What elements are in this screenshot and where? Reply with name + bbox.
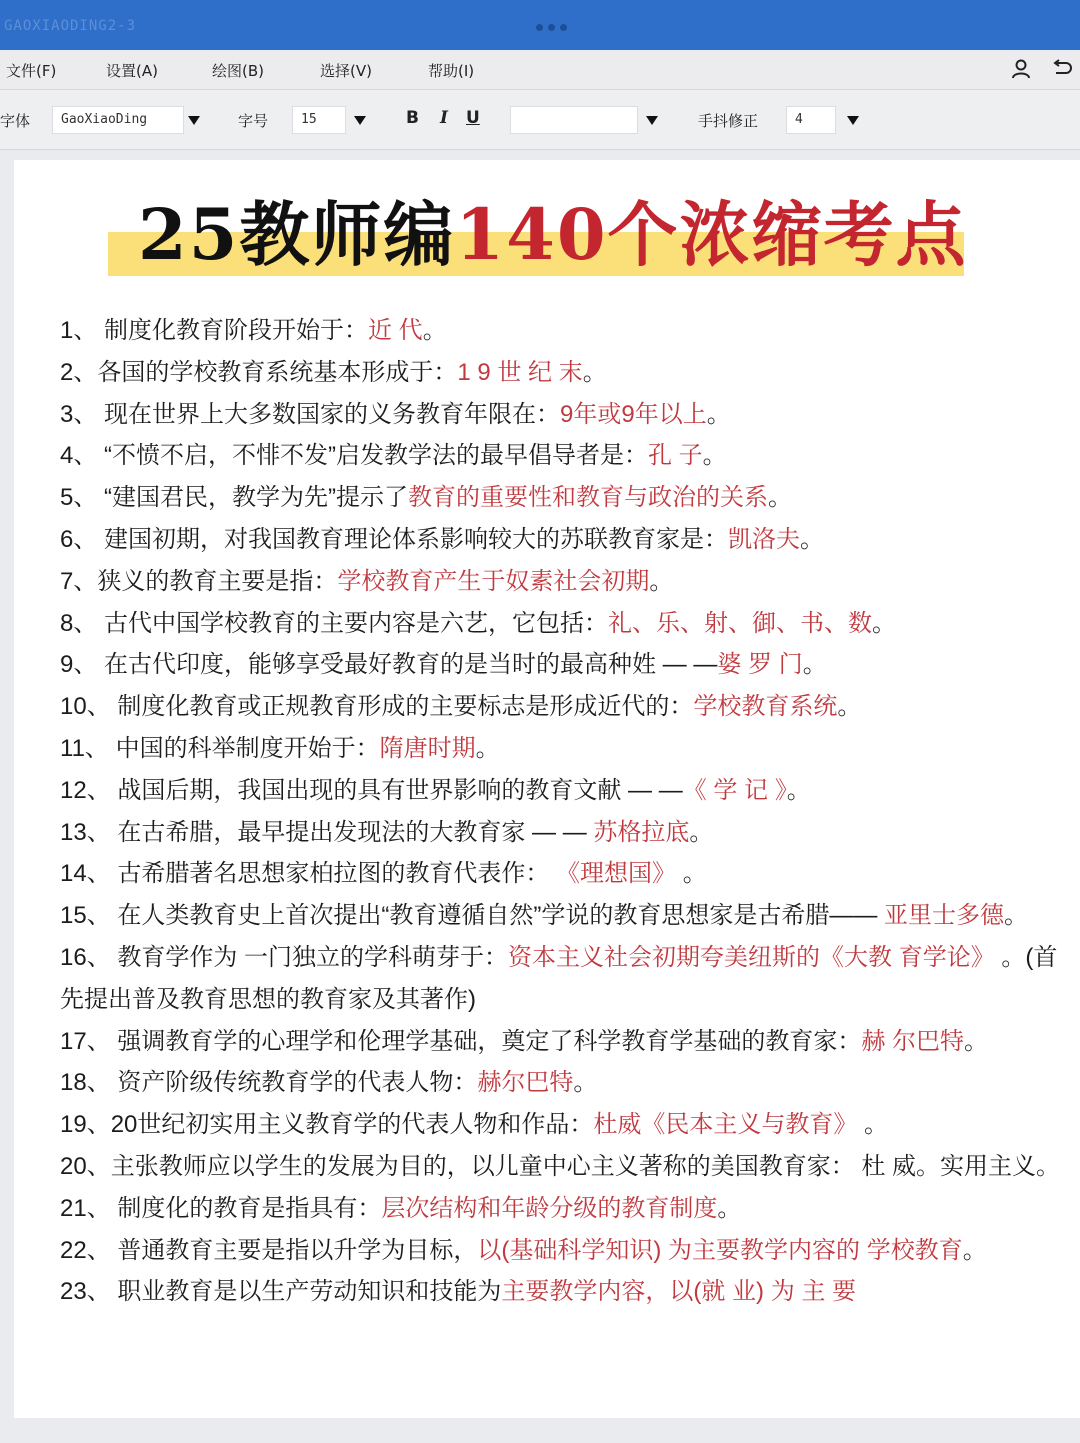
question-text: 10、 制度化教育或正规教育形成的主要标志是形成近代的： xyxy=(60,693,694,721)
menu-file[interactable]: 文件(F) xyxy=(6,62,57,80)
list-item xyxy=(60,603,1068,645)
undo-icon[interactable] xyxy=(1050,58,1074,80)
question-text: 20、主张教师应以学生的发展为目的，以儿童中心主义著称的美国教育家： 杜 威。实用主义。 xyxy=(60,1152,1061,1180)
answer-text: 教育的重要性和教育与政治的关系 xyxy=(408,484,768,512)
question-text: 21、 制度化的教育是指具有： xyxy=(60,1194,382,1222)
answer-text: 隋唐时期 xyxy=(379,734,476,762)
dot-icon xyxy=(536,24,543,31)
list-item xyxy=(60,1230,1068,1272)
answer-text: 婆 罗 门 xyxy=(717,651,803,679)
tail-text: 。 xyxy=(964,1027,989,1055)
chevron-down-icon[interactable] xyxy=(354,116,366,125)
correction-label: 手抖修正 xyxy=(698,112,759,130)
question-text: 16、 教育学作为 一门独立的学科萌芽于： xyxy=(60,943,509,971)
answer-text: 近 代 xyxy=(368,317,423,344)
question-text: 17、 强调教育学的心理学和伦理学基础，奠定了科学教育学基础的教育家： xyxy=(60,1027,862,1055)
list-item xyxy=(60,1146,1068,1188)
color-select[interactable] xyxy=(510,106,638,134)
headline-black: 25教师编 xyxy=(138,193,456,276)
window-title-bar xyxy=(0,0,1080,50)
menu-select[interactable]: 选择(V) xyxy=(320,62,372,80)
answer-text: 以(基础科学知识) 为主要教学内容的 学校教育 xyxy=(477,1236,963,1264)
headline-red: 140个浓缩考点 xyxy=(455,193,968,276)
tail-text: 。 xyxy=(1004,902,1029,930)
tail-text: 。 xyxy=(582,358,607,386)
document-page[interactable] xyxy=(14,160,1080,1418)
tail-text: 。 xyxy=(837,693,862,721)
size-label: 字号 xyxy=(238,112,269,130)
menu-bar xyxy=(0,50,1080,90)
answer-text: 亚里士多德 xyxy=(884,902,1005,930)
question-text: 4、 “不愤不启，不悱不发”启发教学法的最早倡导者是： xyxy=(60,442,648,470)
list-item xyxy=(60,394,1068,436)
tail-text: 。 xyxy=(717,1194,742,1222)
list-item xyxy=(60,686,1068,728)
list-item xyxy=(60,728,1068,770)
answer-text: 层次结构和年龄分级的教育制度 xyxy=(381,1194,718,1222)
tail-text: 。 xyxy=(786,776,811,804)
question-text: 13、 在古希腊，最早提出发现法的大教育家 — — xyxy=(60,818,594,846)
answer-text: 孔 子 xyxy=(648,442,703,470)
list-item xyxy=(60,1188,1068,1230)
dot-icon xyxy=(560,24,567,31)
answer-text: 1 9 世 纪 末 xyxy=(457,358,583,386)
tail-text: 。 xyxy=(768,484,792,512)
question-text: 19、20世纪初实用主义教育学的代表人物和作品： xyxy=(60,1111,594,1139)
tail-text: 。 xyxy=(706,400,731,428)
tail-text: 。 xyxy=(702,442,727,470)
list-item xyxy=(60,770,1068,812)
question-text: 14、 古希腊著名思想家柏拉图的教育代表作： xyxy=(60,860,557,888)
chevron-down-icon[interactable] xyxy=(188,116,200,125)
question-text: 18、 资产阶级传统教育学的代表人物： xyxy=(60,1069,478,1097)
tail-text: 。 xyxy=(802,651,827,679)
question-text: 12、 战国后期，我国出现的具有世界影响的教育文献 — — xyxy=(60,776,683,804)
headline xyxy=(108,190,968,280)
exam-point-list xyxy=(60,310,1068,1313)
answer-text: 苏格拉底 xyxy=(593,818,690,846)
question-text: 8、 古代中国学校教育的主要内容是六艺，它包括： xyxy=(60,609,609,637)
bold-button[interactable]: B xyxy=(406,108,419,128)
tail-text: 。 xyxy=(649,567,674,595)
window-drag-handle[interactable] xyxy=(536,24,567,31)
list-item xyxy=(60,812,1068,854)
answer-text: 礼、乐、射、御、书、数 xyxy=(608,609,873,637)
dot-icon xyxy=(548,24,555,31)
question-text: 23、 职业教育是以生产劳动知识和技能为 xyxy=(60,1278,502,1306)
window-title: GAOXIAODING2-3 xyxy=(4,18,137,34)
question-text: 6、 建国初期，对我国教育理论体系影响较大的苏联教育家是： xyxy=(60,525,729,553)
list-item xyxy=(60,853,1068,895)
question-text: 1、 制度化教育阶段开始于： xyxy=(60,317,369,344)
italic-button[interactable]: I xyxy=(440,108,448,128)
list-item xyxy=(60,644,1068,686)
tail-text: 。 xyxy=(475,734,500,762)
question-text: 15、 在人类教育史上首次提出“教育遵循自然”学说的教育思想家是古希腊—— xyxy=(60,902,885,930)
answer-text: 学校教育系统 xyxy=(693,693,838,721)
list-item xyxy=(60,435,1068,477)
chevron-down-icon[interactable] xyxy=(646,116,658,125)
list-item xyxy=(60,1104,1068,1146)
list-item xyxy=(60,477,1068,519)
tail-text: 。 xyxy=(800,525,825,553)
answer-text: 赫 尔巴特 xyxy=(861,1027,965,1055)
list-item xyxy=(60,352,1068,394)
answer-text: 《理想国》 xyxy=(556,860,677,888)
size-select[interactable]: 15 xyxy=(292,106,346,134)
format-toolbar xyxy=(0,90,1080,150)
question-text: 22、 普通教育主要是指以升学为目标， xyxy=(60,1236,478,1264)
tail-text: 。 xyxy=(962,1236,987,1264)
list-item xyxy=(60,519,1068,561)
answer-text: 主要教学内容，以(就 业) 为 主 要 xyxy=(501,1278,857,1306)
question-text: 7、狭义的教育主要是指： xyxy=(60,567,338,595)
tail-text: 。 xyxy=(573,1069,598,1097)
tail-text: 。(首先提出普及教育思想的教育家及其著作) xyxy=(60,943,1058,1013)
tail-text: 。 xyxy=(872,609,897,637)
headline-text xyxy=(138,190,968,280)
question-text: 11、 中国的科举制度开始于： xyxy=(60,734,380,762)
list-item xyxy=(60,1021,1068,1063)
answer-text: 赫尔巴特 xyxy=(477,1069,574,1097)
answer-text: 杜威《民本主义与教育》 xyxy=(593,1111,858,1139)
tail-text: 。 xyxy=(857,1111,889,1139)
list-item xyxy=(60,561,1068,603)
menu-draw[interactable]: 绘图(B) xyxy=(212,62,264,80)
underline-button[interactable]: U xyxy=(466,108,480,128)
list-item xyxy=(60,895,1068,937)
tail-text: 。 xyxy=(676,860,707,888)
question-text: 2、各国的学校教育系统基本形成于： xyxy=(60,358,458,386)
font-select[interactable]: GaoXiaoDing xyxy=(52,106,184,134)
question-text: 5、 “建国君民，教学为先”提示了 xyxy=(60,484,408,512)
answer-text: 《 学 记 》 xyxy=(682,776,787,804)
menu-settings[interactable]: 设置(A) xyxy=(106,62,158,80)
list-item xyxy=(60,1062,1068,1104)
question-text: 3、 现在世界上大多数国家的义务教育年限在： xyxy=(60,400,561,428)
question-text: 9、 在古代印度，能够享受最好教育的是当时的最高种姓 — — xyxy=(60,651,718,679)
menu-help[interactable]: 帮助(I) xyxy=(428,62,475,80)
answer-text: 学校教育产生于奴素社会初期 xyxy=(337,567,650,595)
tail-text: 。 xyxy=(689,818,714,846)
answer-text: 资本主义社会初期夸美纽斯的《大教 育学论》 xyxy=(508,943,995,971)
chevron-down-icon[interactable] xyxy=(847,116,859,125)
answer-text: 凯洛夫 xyxy=(728,525,801,553)
list-item xyxy=(60,310,1068,352)
answer-text: 9年或9年以上 xyxy=(560,400,707,428)
tail-text: 。 xyxy=(422,317,447,344)
list-item xyxy=(60,1271,1068,1313)
list-item xyxy=(60,937,1068,1021)
correction-select[interactable]: 4 xyxy=(786,106,836,134)
font-label: 字体 xyxy=(0,112,31,130)
user-icon[interactable] xyxy=(1010,58,1032,80)
